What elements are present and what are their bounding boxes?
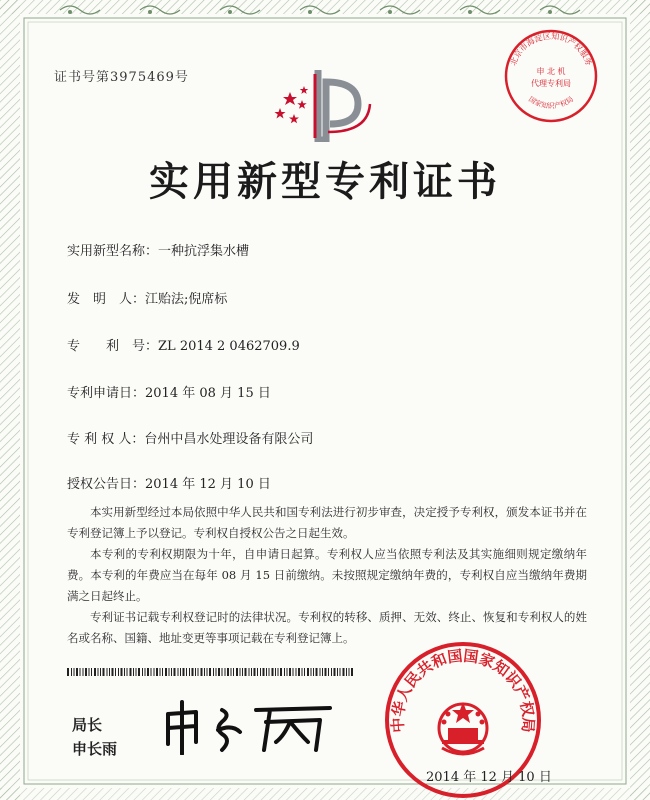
agency-stamp-center-line1: 申 北 机 [536,67,566,76]
handwritten-signature [160,700,340,755]
svg-text:中华人民共和国国家知识产权局 [389,647,538,733]
field-label: 发 明 人： [67,292,146,307]
field-value: 台州中昌水处理设备有限公司 [144,432,314,447]
field-value: 2014 年 08 月 15 日 [145,386,271,401]
field-label: 专 利 权 人： [67,432,145,447]
field-label: 专 利 号： [67,339,159,354]
agency-stamp-center-line2: 代理专利局 [531,79,571,88]
utility-model-name-row [67,240,249,259]
grant-date-row [67,473,271,492]
agency-stamp-bottom-text: 国家知识产权局 [527,95,575,111]
field-value: 一种抗浮集水槽 [158,244,250,259]
stamp-date: 2014 年 12 月 10 日 [426,770,552,785]
field-value: 江贻法;倪席标 [145,292,228,307]
agency-stamp-ring-text: 北京市海淀区知识产权服务 [508,31,594,67]
national-emblem-icon [439,702,487,754]
filing-date-row [67,382,271,401]
signatory-name: 申长雨 [72,740,118,758]
svg-text:国家知识产权局 [527,94,575,110]
field-label: 授权公告日： [67,477,146,492]
field-label: 实用新型名称： [67,244,159,259]
agency-stamp [503,28,599,124]
patentee-row [67,428,313,447]
patent-number-row [67,335,300,354]
certificate-body [67,502,587,649]
body-paragraph: 专利证书记载专利权登记时的法律状况。专利权的转移、质押、无效、终止、恢复和专利权人的姓名或名称、国籍、地址变更等事项记载在专利登记簿上。 [67,610,587,645]
body-paragraph: 本专利的专利权期限为十年，自申请日起算。专利权人应当依照专利法及其实施细则规定缴纳年费。本专利的年费应当在每年 08 月 15 日前缴纳。未按照规定缴纳年费的，专利权自应当缴纳年费期满之日起终止。 [67,547,587,603]
field-value: ZL 2014 2 0462709.9 [158,339,300,354]
inventor-row [67,288,227,307]
certificate-number: 证书号第3975469号 [54,70,189,85]
svg-text:北京市海淀区知识产权服务 [508,31,595,67]
field-label: 专利申请日： [67,386,146,401]
barcode [67,668,357,676]
star-icon [275,86,309,123]
field-value: 2014 年 12 月 10 日 [145,477,271,492]
seal-ring-text: 中华人民共和国国家知识产权局 [388,646,538,734]
signatory-title: 局长 [72,716,103,734]
body-paragraph: 本实用新型经过本局依照中华人民共和国专利法进行初步审查，决定授予专利权，颁发本证书并在专利登记簿上予以登记。专利权自授权公告之日起生效。 [67,505,587,540]
page-title: 实用新型专利证书 [149,158,501,205]
patent-office-logo [268,62,388,142]
